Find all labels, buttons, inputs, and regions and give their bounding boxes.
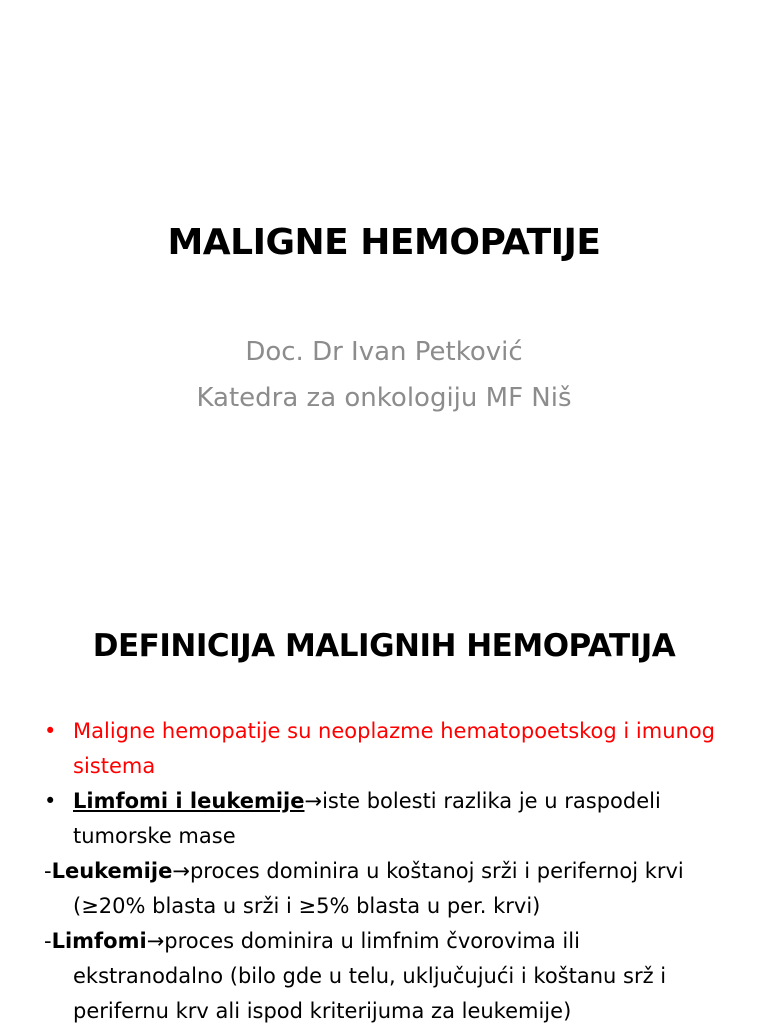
arrow-icon: → xyxy=(304,789,323,813)
item-text: proces dominira u koštanoj srži i perifernoj krvi (≥20% blasta u srži i ≥5% blasta u per. krvi) xyxy=(73,859,684,918)
bullet-icon: • xyxy=(44,719,57,743)
slide-content xyxy=(44,714,734,1024)
bullet-icon: • xyxy=(44,789,57,813)
slide-title: MALIGNE HEMOPATIJE xyxy=(167,222,601,263)
bullet-term: Limfomi i leukemije xyxy=(73,789,305,813)
arrow-icon: → xyxy=(172,859,190,883)
item-text: proces dominira u limfnim čvorovima ili ekstranodalno (bilo gde u telu, uključujući i koštanu srž i perifernu krv ali ispod kriterijuma za leukemije) xyxy=(73,929,667,1023)
dash-marker: - xyxy=(44,929,52,953)
dash-item xyxy=(44,924,734,1024)
item-term: Leukemije xyxy=(51,859,173,883)
arrow-icon: → xyxy=(146,929,165,953)
bullet-text: Maligne hemopatije su neoplazme hematopoetskog i imunog sistema xyxy=(73,719,716,778)
department-name: Katedra za onkologiju MF Niš xyxy=(196,383,572,413)
item-term: Limfomi xyxy=(51,929,147,953)
author-name: Doc. Dr Ivan Petković xyxy=(245,337,523,367)
bullet-text: iste bolesti razlika je u raspodeli tumorske mase xyxy=(73,789,661,848)
bullet-item xyxy=(44,784,734,854)
definition-slide xyxy=(0,576,768,1024)
dash-marker: - xyxy=(44,859,52,883)
slide-title: DEFINICIJA MALIGNIH HEMOPATIJA xyxy=(92,628,676,664)
bullet-item xyxy=(44,714,734,784)
dash-item xyxy=(44,854,734,924)
